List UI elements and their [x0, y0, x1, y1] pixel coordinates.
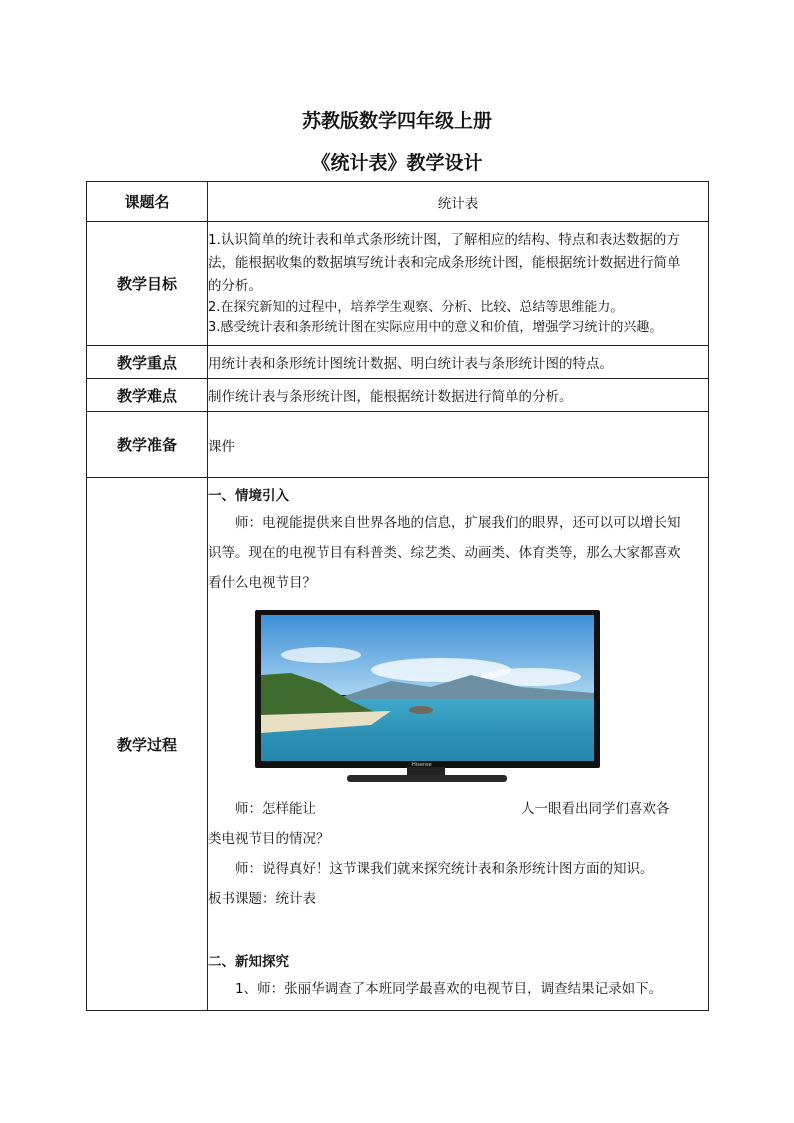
paragraph-fragment: 师：怎样能让: [235, 801, 316, 817]
table-row: [87, 478, 709, 1011]
objective-line: 2.在探究新知的过程中，培养学生观察、分析、比较、总结等思维能力。: [208, 300, 624, 315]
topic-value: 统计表: [208, 182, 709, 222]
paragraph-line: 1、师：张丽华调查了本班同学最喜欢的电视节目，调查结果记录如下。: [235, 981, 663, 997]
table-row: [87, 346, 709, 379]
row-label-objectives: 教学目标: [87, 222, 208, 346]
board-title-line: 板书课题：统计表: [208, 891, 316, 907]
document-subtitle: 《统计表》教学设计: [311, 152, 483, 174]
objective-line: 1.认识简单的统计表和单式条形统计图，了解相应的结构、特点和表达数据的方: [208, 232, 680, 248]
tv-brand-logo: Hisense: [412, 762, 432, 768]
row-label-difficulties: 教学难点: [87, 379, 208, 412]
lesson-plan-table: [86, 181, 709, 1011]
tv-stand-base: [347, 775, 507, 782]
blank-line: [208, 914, 708, 944]
table-row: [87, 222, 709, 346]
difficulties-value: 制作统计表与条形统计图，能根据统计数据进行简单的分析。: [208, 379, 709, 412]
objectives-content: [208, 222, 709, 346]
preparation-value: 课件: [208, 412, 709, 478]
row-label-topic: 课题名: [87, 182, 208, 222]
document-title: 苏教版数学四年级上册: [301, 110, 492, 132]
paragraph-line: 师：说得真好！这节课我们就来探究统计表和条形统计图方面的知识。: [235, 861, 654, 877]
paragraph-line: 师：电视能提供来自世界各地的信息，扩展我们的眼界，还可以可以增长知: [235, 515, 681, 531]
paragraph-line: [208, 794, 708, 824]
beach-scene-image: [261, 615, 594, 761]
paragraph-line: 类电视节目的情况？: [208, 831, 330, 847]
section-heading-intro: 一、情境引入: [208, 488, 289, 504]
paragraph-line: 看什么电视节目？: [208, 575, 316, 591]
row-label-preparation: 教学准备: [87, 412, 208, 478]
paragraph-line: 识等。现在的电视节目有科普类、综艺类、动画类、体育类等，那么大家都喜欢: [208, 545, 681, 561]
paragraph-fragment: 人一眼看出同学们喜欢各: [521, 801, 670, 817]
row-label-key-points: 教学重点: [87, 346, 208, 379]
tv-screen: [261, 615, 594, 761]
objective-line: 法，能根据收集的数据填写统计表和完成条形统计图，能根据统计数据进行简单: [208, 255, 681, 271]
television-image: [255, 610, 600, 788]
key-points-value: 用统计表和条形统计图统计数据、明白统计表与条形统计图的特点。: [208, 346, 709, 379]
objective-line: 3.感受统计表和条形统计图在实际应用中的意义和价值，增强学习统计的兴趣。: [208, 320, 663, 335]
table-row: [87, 379, 709, 412]
table-row: [87, 182, 709, 222]
table-row: [87, 412, 709, 478]
objective-line: 的分析。: [208, 278, 262, 294]
section-heading-new-knowledge: 二、新知探究: [208, 954, 289, 970]
row-label-process: 教学过程: [87, 478, 208, 1011]
process-content: [208, 478, 709, 1011]
